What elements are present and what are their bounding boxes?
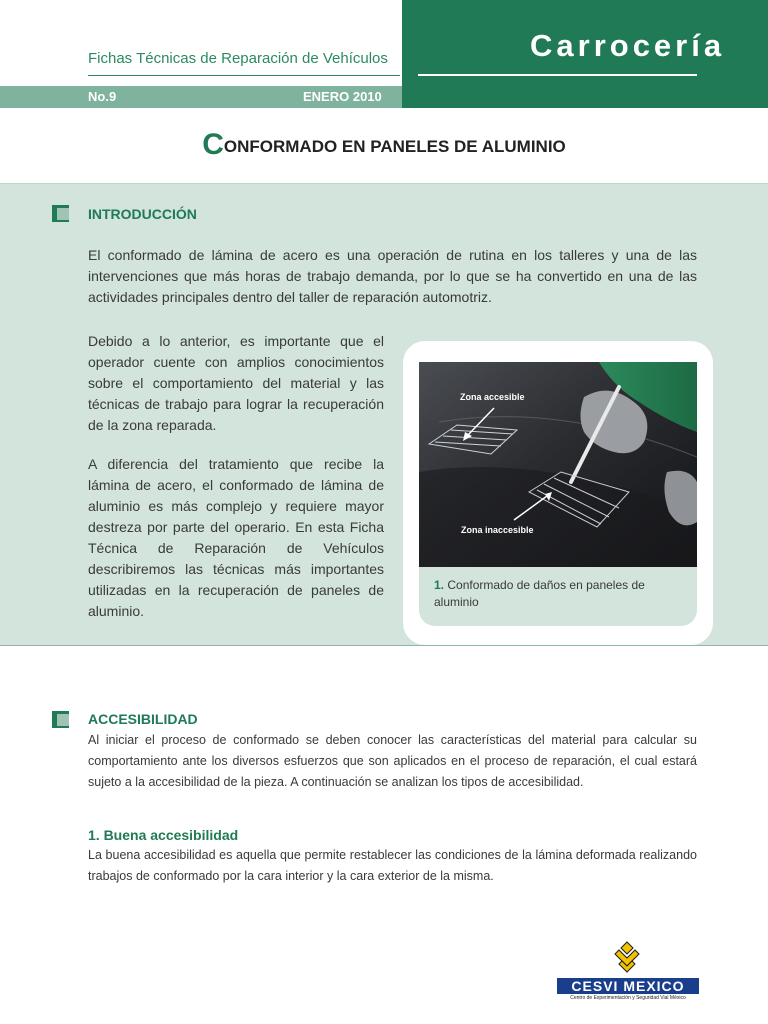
header-divider-right bbox=[418, 74, 697, 76]
figure-caption bbox=[434, 577, 674, 611]
square-bullet-icon bbox=[52, 205, 69, 222]
issue-number: No.9 bbox=[88, 89, 117, 104]
label-inaccessible-zone: Zona inaccesible bbox=[461, 525, 534, 535]
caption-number: 1. bbox=[434, 578, 445, 592]
issue-date: ENERO 2010 bbox=[303, 89, 382, 104]
good-accessibility-paragraph: La buena accesibilidad es aquella que permite restablecer las condiciones de la lámina deformada realizando trabajos de conformado por la cara interior y la cara exterior de la misma. bbox=[88, 848, 697, 883]
section-title: Carrocería bbox=[530, 28, 726, 63]
title-rest: ONFORMADO EN PANELES DE ALUMINIO bbox=[223, 137, 566, 156]
cesvi-logo-icon bbox=[610, 940, 644, 974]
caption-text: Conformado de daños en paneles de aluminio bbox=[434, 578, 645, 609]
intro-paragraph-1: El conformado de lámina de acero es una operación de rutina en los talleres y una de las intervenciones que más horas de trabajo demanda, por lo que se ha convertido en una de las actividades principales dentro del taller de reparación automotriz. bbox=[88, 247, 697, 305]
good-accessibility-heading: 1. Buena accesibilidad bbox=[88, 827, 239, 843]
square-bullet-icon bbox=[52, 711, 69, 728]
header-divider-left bbox=[88, 75, 400, 76]
page-title bbox=[0, 128, 768, 162]
cesvi-logo-tagline: Centro de Experimentación y Seguridad Vial México bbox=[570, 995, 686, 1001]
intro-paragraph-3: A diferencia del tratamiento que recibe la lámina de acero, el conformado de lámina de aluminio es más complejo y requiere mayor destreza por parte del operario. En esta Ficha Técnica de Reparación de Vehículos describiremos las técnicas más importantes utilizadas en la recuperación de paneles de aluminio. bbox=[88, 456, 384, 619]
series-title: Fichas Técnicas de Reparación de Vehículos bbox=[88, 50, 388, 67]
accessibility-heading: ACCESIBILIDAD bbox=[88, 711, 198, 727]
accessibility-paragraph: Al iniciar el proceso de conformado se deben conocer las características del material para calcular su comportamiento ante los diversos esfuerzos que son aplicados en el proceso de reparación, el cual estará sujeto a la accesibilidad de la pieza. A continuación se analizan los tipos de accesibilidad. bbox=[88, 733, 697, 789]
cesvi-logo-name: CESVI MEXICO bbox=[557, 978, 699, 994]
intro-heading: INTRODUCCIÓN bbox=[88, 206, 197, 222]
label-accessible-zone: Zona accesible bbox=[460, 392, 525, 402]
title-initial: C bbox=[202, 128, 224, 161]
intro-paragraph-2: Debido a lo anterior, es importante que el operador cuente con amplios conocimientos sobre el comportamiento del material y las técnicas de trabajo para lograr la recuperación de la zona reparada. bbox=[88, 333, 384, 433]
